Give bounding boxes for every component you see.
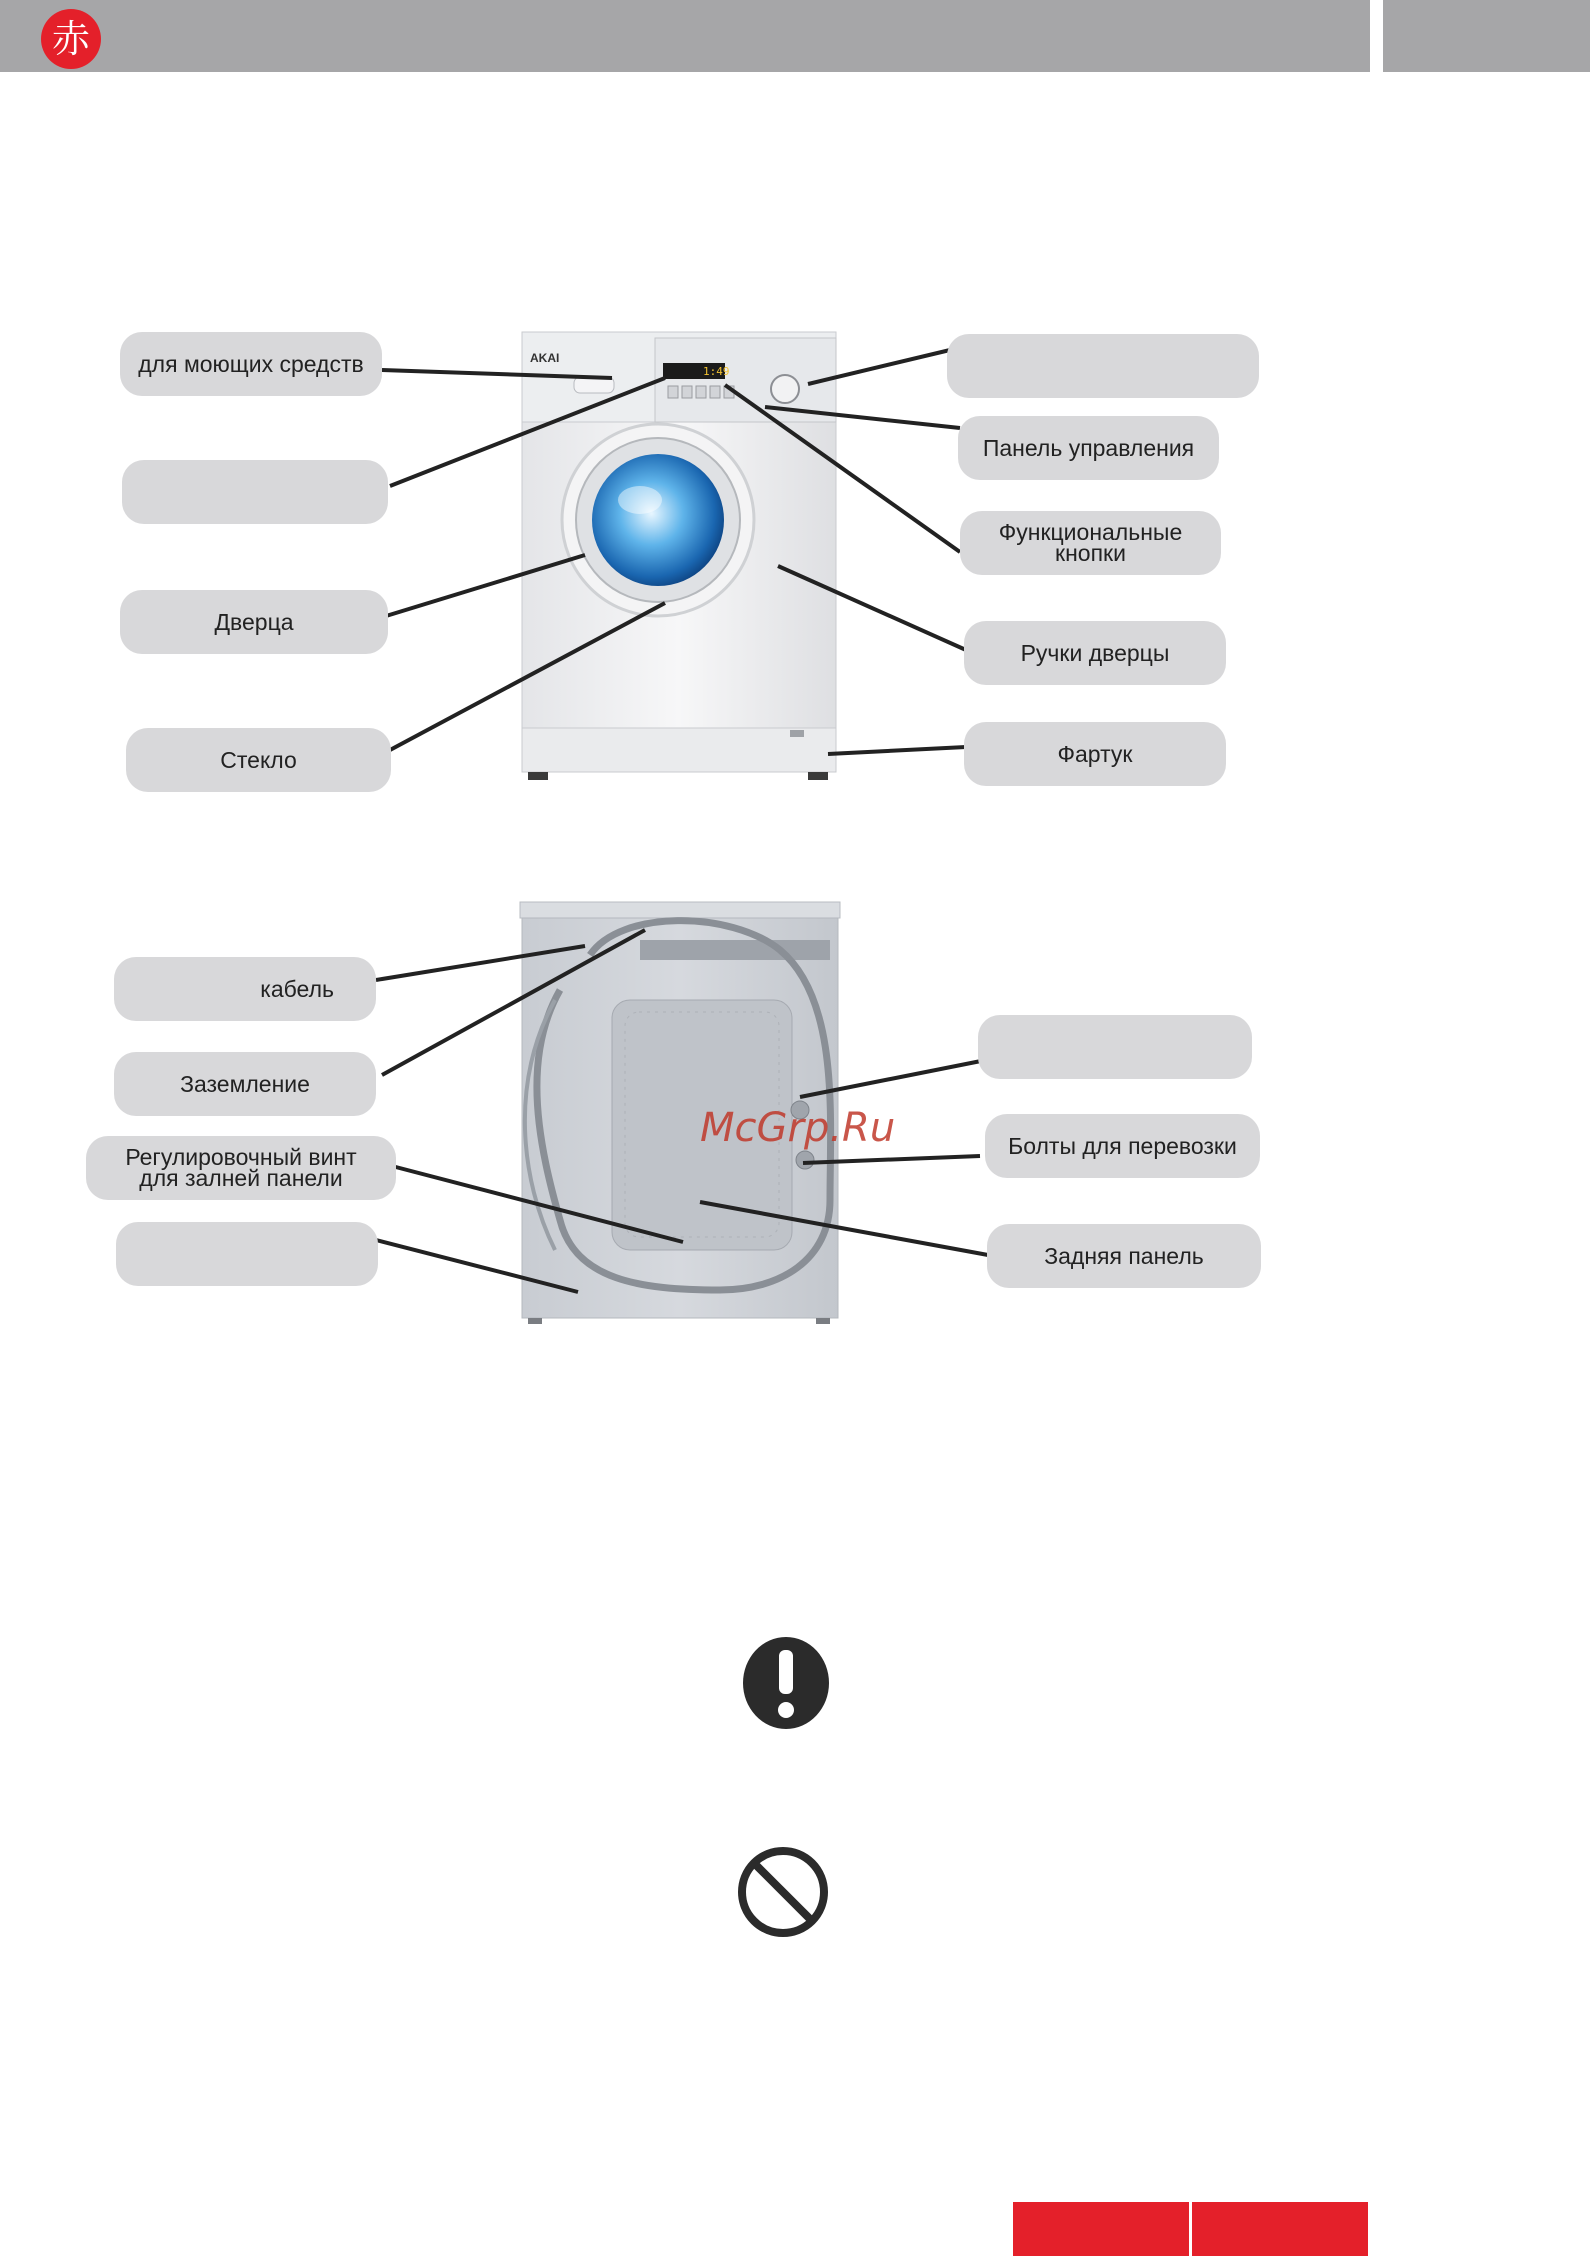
label-function-buttons: Функциональные кнопки <box>960 511 1221 575</box>
svg-text:赤: 赤 <box>51 17 91 61</box>
label-transport-bolts: Болты для перевозки <box>985 1114 1260 1178</box>
label-door: Дверца <box>120 590 388 654</box>
footer-red-block-right <box>1192 2202 1368 2256</box>
label-back-panel: Задняя панель <box>987 1224 1261 1288</box>
label-adjust-screw: Регулировочный винт для залней панели <box>86 1136 396 1200</box>
front-washing-machine <box>522 332 836 780</box>
label-blank-left-1 <box>122 460 388 524</box>
footer-red-block-left <box>1013 2202 1189 2256</box>
label-detergent: для моющих средств <box>120 332 382 396</box>
svg-text:1:49: 1:49 <box>703 365 730 378</box>
label-door-handles: Ручки дверцы <box>964 621 1226 685</box>
label-apron: Фартук <box>964 722 1226 786</box>
label-blank-right-1 <box>947 334 1259 398</box>
prohibited-icon <box>736 1844 830 1940</box>
watermark: McGrp.Ru <box>700 1105 896 1151</box>
label-cable: кабель <box>114 957 376 1021</box>
label-ground: Заземление <box>114 1052 376 1116</box>
label-blank-right-2 <box>978 1015 1252 1079</box>
label-blank-left-2 <box>116 1222 378 1286</box>
label-glass: Стекло <box>126 728 391 792</box>
label-control-panel: Панель управления <box>958 416 1219 480</box>
svg-text:AKAI: AKAI <box>530 351 560 365</box>
exclamation-icon <box>742 1636 830 1730</box>
